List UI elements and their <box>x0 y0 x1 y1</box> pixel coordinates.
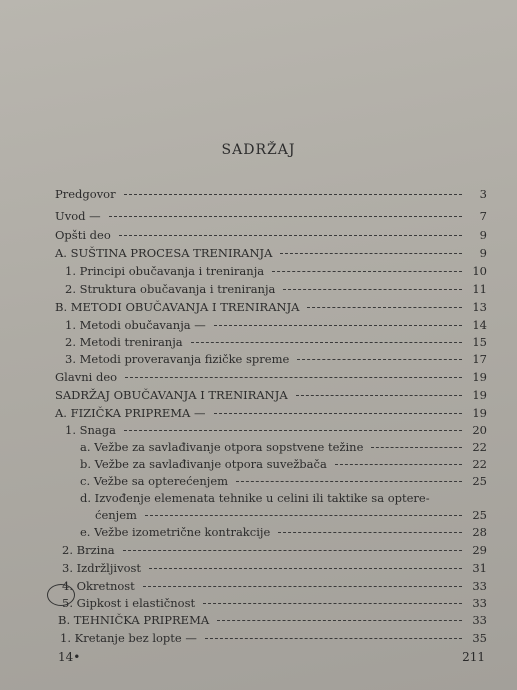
page-title: SADRŽAJ <box>221 142 296 158</box>
toc-entry <box>0 611 517 629</box>
toc-entry-label: ćenjem <box>95 508 137 522</box>
dot-leader <box>214 325 462 327</box>
toc-entry <box>0 577 517 595</box>
dot-leader <box>236 481 462 483</box>
toc-page-number: 3 <box>479 187 487 201</box>
toc-page-number: 20 <box>472 423 487 437</box>
toc-entry <box>0 298 517 316</box>
dot-leader <box>124 194 462 196</box>
dot-leader <box>272 271 462 273</box>
toc-entry <box>0 489 517 507</box>
toc-page-number: 9 <box>479 246 487 260</box>
toc-entry-label: B. TEHNIČKA PRIPREMA <box>58 613 210 627</box>
dot-leader <box>124 430 462 432</box>
toc-page-number: 19 <box>472 388 487 402</box>
dot-leader <box>203 603 462 605</box>
toc-entry-label: B. METODI OBUČAVANJA I TRENIRANJA <box>55 300 300 314</box>
toc-entry-label: a. Vežbe za savlađivanje otpora sopstvene težine <box>80 440 364 454</box>
dot-leader <box>371 447 462 449</box>
toc-entry-label: A. SUŠTINA PROCESA TRENIRANJA <box>55 246 273 260</box>
dot-leader <box>143 586 462 588</box>
toc-entry-label: b. Vežbe za savlađivanje otpora suvežbača <box>80 457 327 471</box>
handwritten-circle-mark <box>47 584 75 606</box>
dot-leader <box>307 307 462 309</box>
toc-entry <box>0 629 517 647</box>
toc-entry <box>0 262 517 280</box>
dot-leader <box>280 253 462 255</box>
toc-entry-label: 5. Gipkost i elastičnost <box>62 596 196 610</box>
toc-entry-label: e. Vežbe izometrične kontrakcije <box>80 525 271 539</box>
dot-leader <box>119 235 462 237</box>
toc-entry <box>0 316 517 334</box>
dot-leader <box>335 464 462 466</box>
toc-page-number: 29 <box>472 543 487 557</box>
toc-page-number: 22 <box>472 440 487 454</box>
toc-page-number: 33 <box>472 596 487 610</box>
toc-entry-label: 4. Okretnost <box>62 579 135 593</box>
toc-page-number: 13 <box>472 300 487 314</box>
toc-page-number: 10 <box>472 264 487 278</box>
toc-entry <box>0 472 517 490</box>
toc-page-number: 31 <box>472 561 487 575</box>
toc-entry-label: SADRŽAJ OBUČAVANJA I TRENIRANJA <box>55 388 288 402</box>
toc-entry-label: Glavni deo <box>55 370 118 384</box>
dot-leader <box>278 532 462 534</box>
toc-entry <box>0 280 517 298</box>
toc-entry <box>0 404 517 422</box>
toc-entry <box>0 455 517 473</box>
toc-entry-label: d. Izvođenje elemenata tehnike u celini ili taktike sa optere- <box>80 491 430 505</box>
dot-leader <box>205 638 462 640</box>
toc-entry <box>0 207 517 225</box>
toc-page-number: 9 <box>479 228 487 242</box>
toc-page-number: 19 <box>472 406 487 420</box>
toc-entry-label: 3. Izdržljivost <box>62 561 142 575</box>
toc-entry-label: Opšti deo <box>55 228 111 242</box>
dot-leader <box>191 342 462 344</box>
toc-page-number: 35 <box>472 631 487 645</box>
footer-signature-mark: 14• <box>58 650 81 664</box>
toc-entry <box>0 506 517 524</box>
dot-leader <box>149 568 462 570</box>
toc-entry-label: Predgovor <box>55 187 116 201</box>
dot-leader <box>123 550 462 552</box>
toc-page-number: 19 <box>472 370 487 384</box>
toc-entry <box>0 333 517 351</box>
toc-entry-label: Uvod — <box>55 209 101 223</box>
toc-entry <box>0 438 517 456</box>
dot-leader <box>283 289 462 291</box>
dot-leader <box>297 359 462 361</box>
toc-entry-label: 1. Kretanje bez lopte — <box>60 631 197 645</box>
toc-entry-label: 2. Metodi treniranja <box>65 335 183 349</box>
toc-page-number: 7 <box>479 209 487 223</box>
toc-entry <box>0 244 517 262</box>
toc-entry-label: 2. Brzina <box>62 543 115 557</box>
toc-entry <box>0 386 517 404</box>
dot-leader <box>109 216 462 218</box>
toc-entry-label: 3. Metodi proveravanja fizičke spreme <box>65 352 290 366</box>
toc-entry <box>0 594 517 612</box>
toc-entry <box>0 368 517 386</box>
toc-page-number: 25 <box>472 474 487 488</box>
toc-page-number: 28 <box>472 525 487 539</box>
toc-page-number: 17 <box>472 352 487 366</box>
toc-entry-label: 2. Struktura obučavanja i treniranja <box>65 282 276 296</box>
dot-leader <box>125 377 462 379</box>
toc-entry <box>0 559 517 577</box>
toc-entry <box>0 185 517 203</box>
toc-entry-label: 1. Snaga <box>65 423 116 437</box>
toc-page-number: 33 <box>472 579 487 593</box>
toc-page-number: 22 <box>472 457 487 471</box>
dot-leader <box>145 515 462 517</box>
toc-page-number: 11 <box>472 282 487 296</box>
toc-entry <box>0 350 517 368</box>
toc-entry-label: c. Vežbe sa opterećenjem <box>80 474 229 488</box>
toc-page-number: 33 <box>472 613 487 627</box>
toc-entry <box>0 421 517 439</box>
toc-entry-label: A. FIZIČKA PRIPREMA — <box>55 406 206 420</box>
toc-entry <box>0 523 517 541</box>
toc-page-number: 15 <box>472 335 487 349</box>
dot-leader <box>217 620 462 622</box>
toc-entry <box>0 541 517 559</box>
dot-leader <box>296 395 462 397</box>
toc-page-number: 14 <box>472 318 487 332</box>
dot-leader <box>214 413 462 415</box>
toc-page-number: 25 <box>472 508 487 522</box>
toc-entry <box>0 226 517 244</box>
footer-page-number: 211 <box>462 650 485 664</box>
toc-entry-label: 1. Metodi obučavanja — <box>65 318 206 332</box>
toc-entry-label: 1. Principi obučavanja i treniranja <box>65 264 265 278</box>
